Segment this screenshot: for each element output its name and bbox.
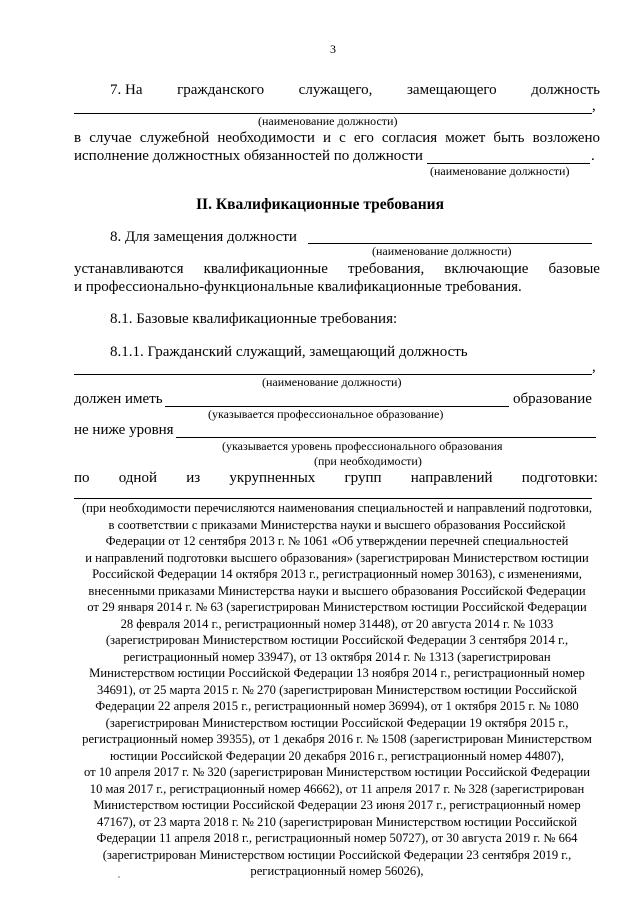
p811-education: образование	[513, 391, 592, 407]
p811-word-4: укрупненных	[229, 470, 316, 486]
section-title: II. Квалификационные требования	[196, 196, 444, 213]
p7-hint-1: (наименование должности)	[258, 114, 398, 128]
note-line: (при необходимости перечисляются наименования специальностей и направлений подготовки,	[81, 501, 593, 515]
p811-word-6: направлений	[410, 470, 493, 486]
p811-must-have: должен иметь	[74, 391, 163, 407]
p8-word-1: устанавливаются	[74, 261, 184, 277]
note-line: в соответствии с приказами Министерства науки и высшего образования Российской	[108, 517, 566, 532]
note-line: 28 февраля 2014 г., регистрационный номер 31448), от 20 августа 2014 г. № 1033	[120, 616, 554, 631]
p8-word-2: квалификационные	[203, 261, 328, 277]
p8-line-3: и профессионально-функциональные квалификационные требования.	[74, 279, 522, 295]
note-line: Российской Федерации 14 октября 2013 г., регистрационный номер 30163), с изменениями,	[92, 567, 582, 581]
note-line: от 10 апреля 2017 г. № 320 (зарегистрирован Министерством юстиции Российской Федерации	[84, 765, 590, 779]
p811-word-3: из	[186, 470, 201, 486]
note-line: (зарегистрирован Министерством юстиции Российской Федерации 3 сентября 2014 г.,	[105, 633, 569, 647]
explanatory-note	[74, 500, 600, 880]
note-line: 34691), от 25 марта 2015 г. № 270 (зарегистрирован Министерством юстиции Российской	[97, 682, 577, 697]
p811-blank-line-3	[176, 437, 596, 438]
p7-line-2: в случае служебной необходимости и с его согласия может быть возложено	[74, 130, 600, 146]
p811-comma: ,	[592, 359, 596, 375]
p811-word-5: групп	[344, 470, 382, 486]
p7-word-3: служащего,	[298, 82, 373, 98]
p811-word-1: по	[74, 470, 90, 486]
p811-blank-line-4	[74, 498, 592, 499]
p7-line1	[110, 81, 600, 99]
note-line: регистрационный номер 33947), от 13 октября 2014 г. № 1313 (зарегистрирован	[123, 649, 551, 664]
note-line: Федерации 11 апреля 2018 г., регистрационный номер 50727), от 30 августа 2019 г. № 664	[96, 831, 578, 845]
note-line: Министерством юстиции Российской Федерации 13 ноября 2014 г., регистрационный номер	[89, 666, 585, 680]
p8-hint: (наименование должности)	[372, 244, 512, 258]
p811-hint-1: (наименование должности)	[262, 375, 402, 389]
p8-line-2	[74, 260, 600, 278]
note-line: 10 мая 2017 г., регистрационный номер 46662), от 11 апреля 2017 г. № 328 (зарегистрирован	[89, 781, 585, 796]
note-line: 47167), от 23 марта 2018 г. № 210 (зарегистрирован Министерством юстиции Российской	[97, 814, 577, 829]
p7-line-3: исполнение должностных обязанностей по должности	[74, 148, 423, 164]
p811-hint-2: (указывается профессиональное образование)	[208, 407, 444, 421]
p811-hint-3b: (при необходимости)	[314, 454, 422, 468]
p811-word-7: подготовки:	[521, 470, 598, 486]
note-line: внесенными приказами Министерства науки и высшего образования Российской Федерации	[88, 583, 586, 598]
note-line: юстиции Российской Федерации 20 декабря 2016 г., регистрационный номер 44807),	[109, 748, 565, 763]
scan-speck	[118, 876, 120, 878]
note-line: Министерством юстиции Российской Федерации 23 июня 2017 г., регистрационный номер	[93, 798, 581, 812]
p7-word-2: гражданского	[177, 82, 265, 98]
p811-hint-3a: (указывается уровень профессионального образования	[222, 439, 503, 453]
p7-word-5: должность	[531, 82, 600, 98]
p7-word-4: замещающего	[407, 82, 497, 98]
note-line: Федерации от 12 сентября 2013 г. № 1061 «Об утверждении перечней специальностей	[105, 534, 569, 548]
p8-line-1: 8. Для замещения должности	[110, 229, 297, 245]
p7-comma: ,	[592, 98, 596, 114]
p8-word-5: базовые	[548, 261, 600, 277]
note-line: Федерации 22 апреля 2015 г., регистрационный номер 36994), от 1 октября 2015 г. № 1080	[95, 699, 579, 713]
p8-word-4: включающие	[444, 261, 529, 277]
p811-not-below: не ниже уровня	[74, 422, 174, 438]
note-line: (зарегистрирован Министерством юстиции Российской Федерации 23 сентября 2019 г.,	[102, 847, 572, 862]
note-line: от 29 января 2014 г. № 63 (зарегистрирован Министерством юстиции Российской Федерации	[87, 600, 587, 614]
note-line: регистрационный номер 56026),	[250, 864, 424, 878]
p811-word-2: одной	[118, 470, 157, 486]
p7-word-1: 7. На	[110, 82, 143, 98]
p811-line-1: 8.1.1. Гражданский служащий, замещающий должность	[110, 344, 468, 360]
page-number: 3	[330, 42, 336, 56]
p811-line-5	[74, 469, 598, 487]
p8-word-3: требования,	[347, 261, 425, 277]
p81-text: 8.1. Базовые квалификационные требования:	[110, 311, 398, 327]
note-line: регистрационный номер 39355), от 1 декабря 2016 г. № 1508 (зарегистрирован Министерством	[82, 732, 592, 746]
p7-period: .	[591, 148, 595, 164]
note-line: и направлений подготовки высшего образования» (зарегистрирован Министерством юстиции	[85, 550, 589, 565]
note-line: (зарегистрирован Министерством юстиции Российской Федерации 19 октября 2015 г.,	[105, 715, 569, 730]
p7-hint-2: (наименование должности)	[430, 164, 570, 178]
